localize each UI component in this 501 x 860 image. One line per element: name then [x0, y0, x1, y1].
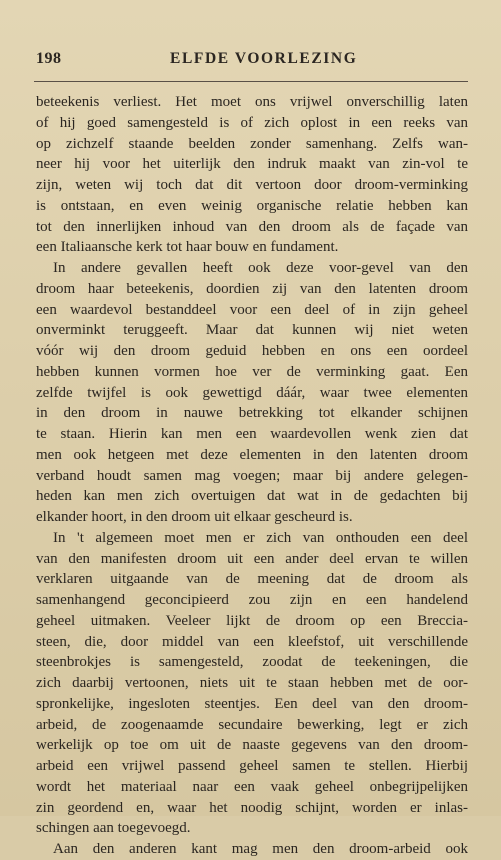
body-text: [36, 92, 468, 860]
text-line: of hij goed samengesteld is of zich oplost in een reeks van: [36, 114, 468, 131]
text-line: is ontstaan, en even weinig organische relatie hebben kan: [36, 197, 468, 214]
text-line: elkander hoort, in den droom uit elkaar gescheurd is.: [36, 509, 353, 525]
text-line: op zichzelf staande beelden zonder samenhang. Zelfs wan-: [36, 135, 468, 152]
text-line: samenhangend geconcipieerd zou zijn en een handelend: [36, 592, 468, 608]
text-line: zich daarbij vertoonen, niets uit te staan hebben met de oor-: [36, 675, 468, 691]
text-line: verband houdt samen mag voegen; maar bij andere gelegen-: [36, 467, 468, 484]
text-line: spronkelijke, ingesloten steentjes. Een deel van den droom-: [36, 695, 468, 712]
text-line: In 't algemeen moet men er zich van onthouden een deel: [53, 529, 468, 546]
text-line: vóór wij den droom geduid hebben en ons een oordeel: [36, 343, 468, 359]
text-line: tot den innerlijken inhoud van den droom als de façade van: [36, 218, 468, 235]
chapter-title: ELFDE VOORLEZING: [170, 50, 358, 67]
text-line: In andere gevallen heeft ook deze voor-gevel van den: [53, 260, 468, 276]
text-line: neer hij voor het uiterlijk den indruk maakt van zin-vol te: [36, 156, 468, 173]
text-line: zin geordend en, waar het noodig schijnt, worden er inlas-: [36, 799, 468, 816]
text-line: onverminkt teruggeeft. Maar dat kunnen wij niet weten: [36, 322, 468, 339]
text-line: in den droom in nauwe betrekking tot elkander schijnen: [36, 405, 468, 422]
text-line: zijn, weten wij toch dat dit vertoon door droom-verminking: [36, 177, 468, 193]
text-line: verklaren uitgaande van de meening dat de droom als: [36, 571, 468, 588]
text-line: zelfde twijfel is ook gewettigd dáár, waar twee elementen: [36, 384, 468, 401]
text-line: droom haar beteekenis, doordien zij van den latenten droom: [36, 280, 468, 297]
text-line: schingen aan toegevoegd.: [36, 820, 191, 837]
text-line: te staan. Hierin kan men een waardevollen wenk zien dat: [36, 426, 468, 442]
text-line: geheel uitmaken. Veeleer lijkt de droom op een Breccia-: [36, 612, 468, 629]
text-line: een Italiaansche kerk tot haar bouw en fundament.: [36, 239, 339, 256]
text-line: beteekenis verliest. Het moet ons vrijwel onverschillig laten: [36, 94, 468, 110]
text-line: Aan den anderen kant mag men den droom-arbeid ook: [53, 841, 468, 857]
text-line: wordt het materiaal naar een vaak geheel onbegrijpelijken: [36, 778, 468, 795]
text-line: werkelijk op toe om uit de naaste gegevens van den droom-: [36, 737, 468, 754]
page-number: 198: [36, 50, 62, 67]
header-rule: [34, 81, 468, 82]
text-line: men ook hetgeen met deze elementen in den latenten droom: [36, 446, 468, 463]
text-line: arbeid, de zoogenaamde secundaire bewerking, legt er zich: [36, 716, 468, 733]
text-line: hebben kunnen vormen hoe ver de verminking gaat. Een: [36, 363, 468, 380]
text-line: steenbrokjes is samengesteld, zoodat de teekeningen, die: [36, 654, 468, 671]
text-line: steen, die, door middel van een kleefstof, uit verschillende: [36, 633, 468, 650]
running-head: [36, 50, 466, 70]
text-line: van den manifesten droom uit een ander deel ervan te willen: [36, 550, 468, 567]
text-line: heden kan men zich overtuigen dat wat in de gedachten bij: [36, 488, 468, 505]
text-line: arbeid een vrijwel passend geheel samen te stellen. Hierbij: [36, 758, 468, 774]
text-line: een waardevol bestanddeel voor een deel of in zijn geheel: [36, 301, 468, 318]
